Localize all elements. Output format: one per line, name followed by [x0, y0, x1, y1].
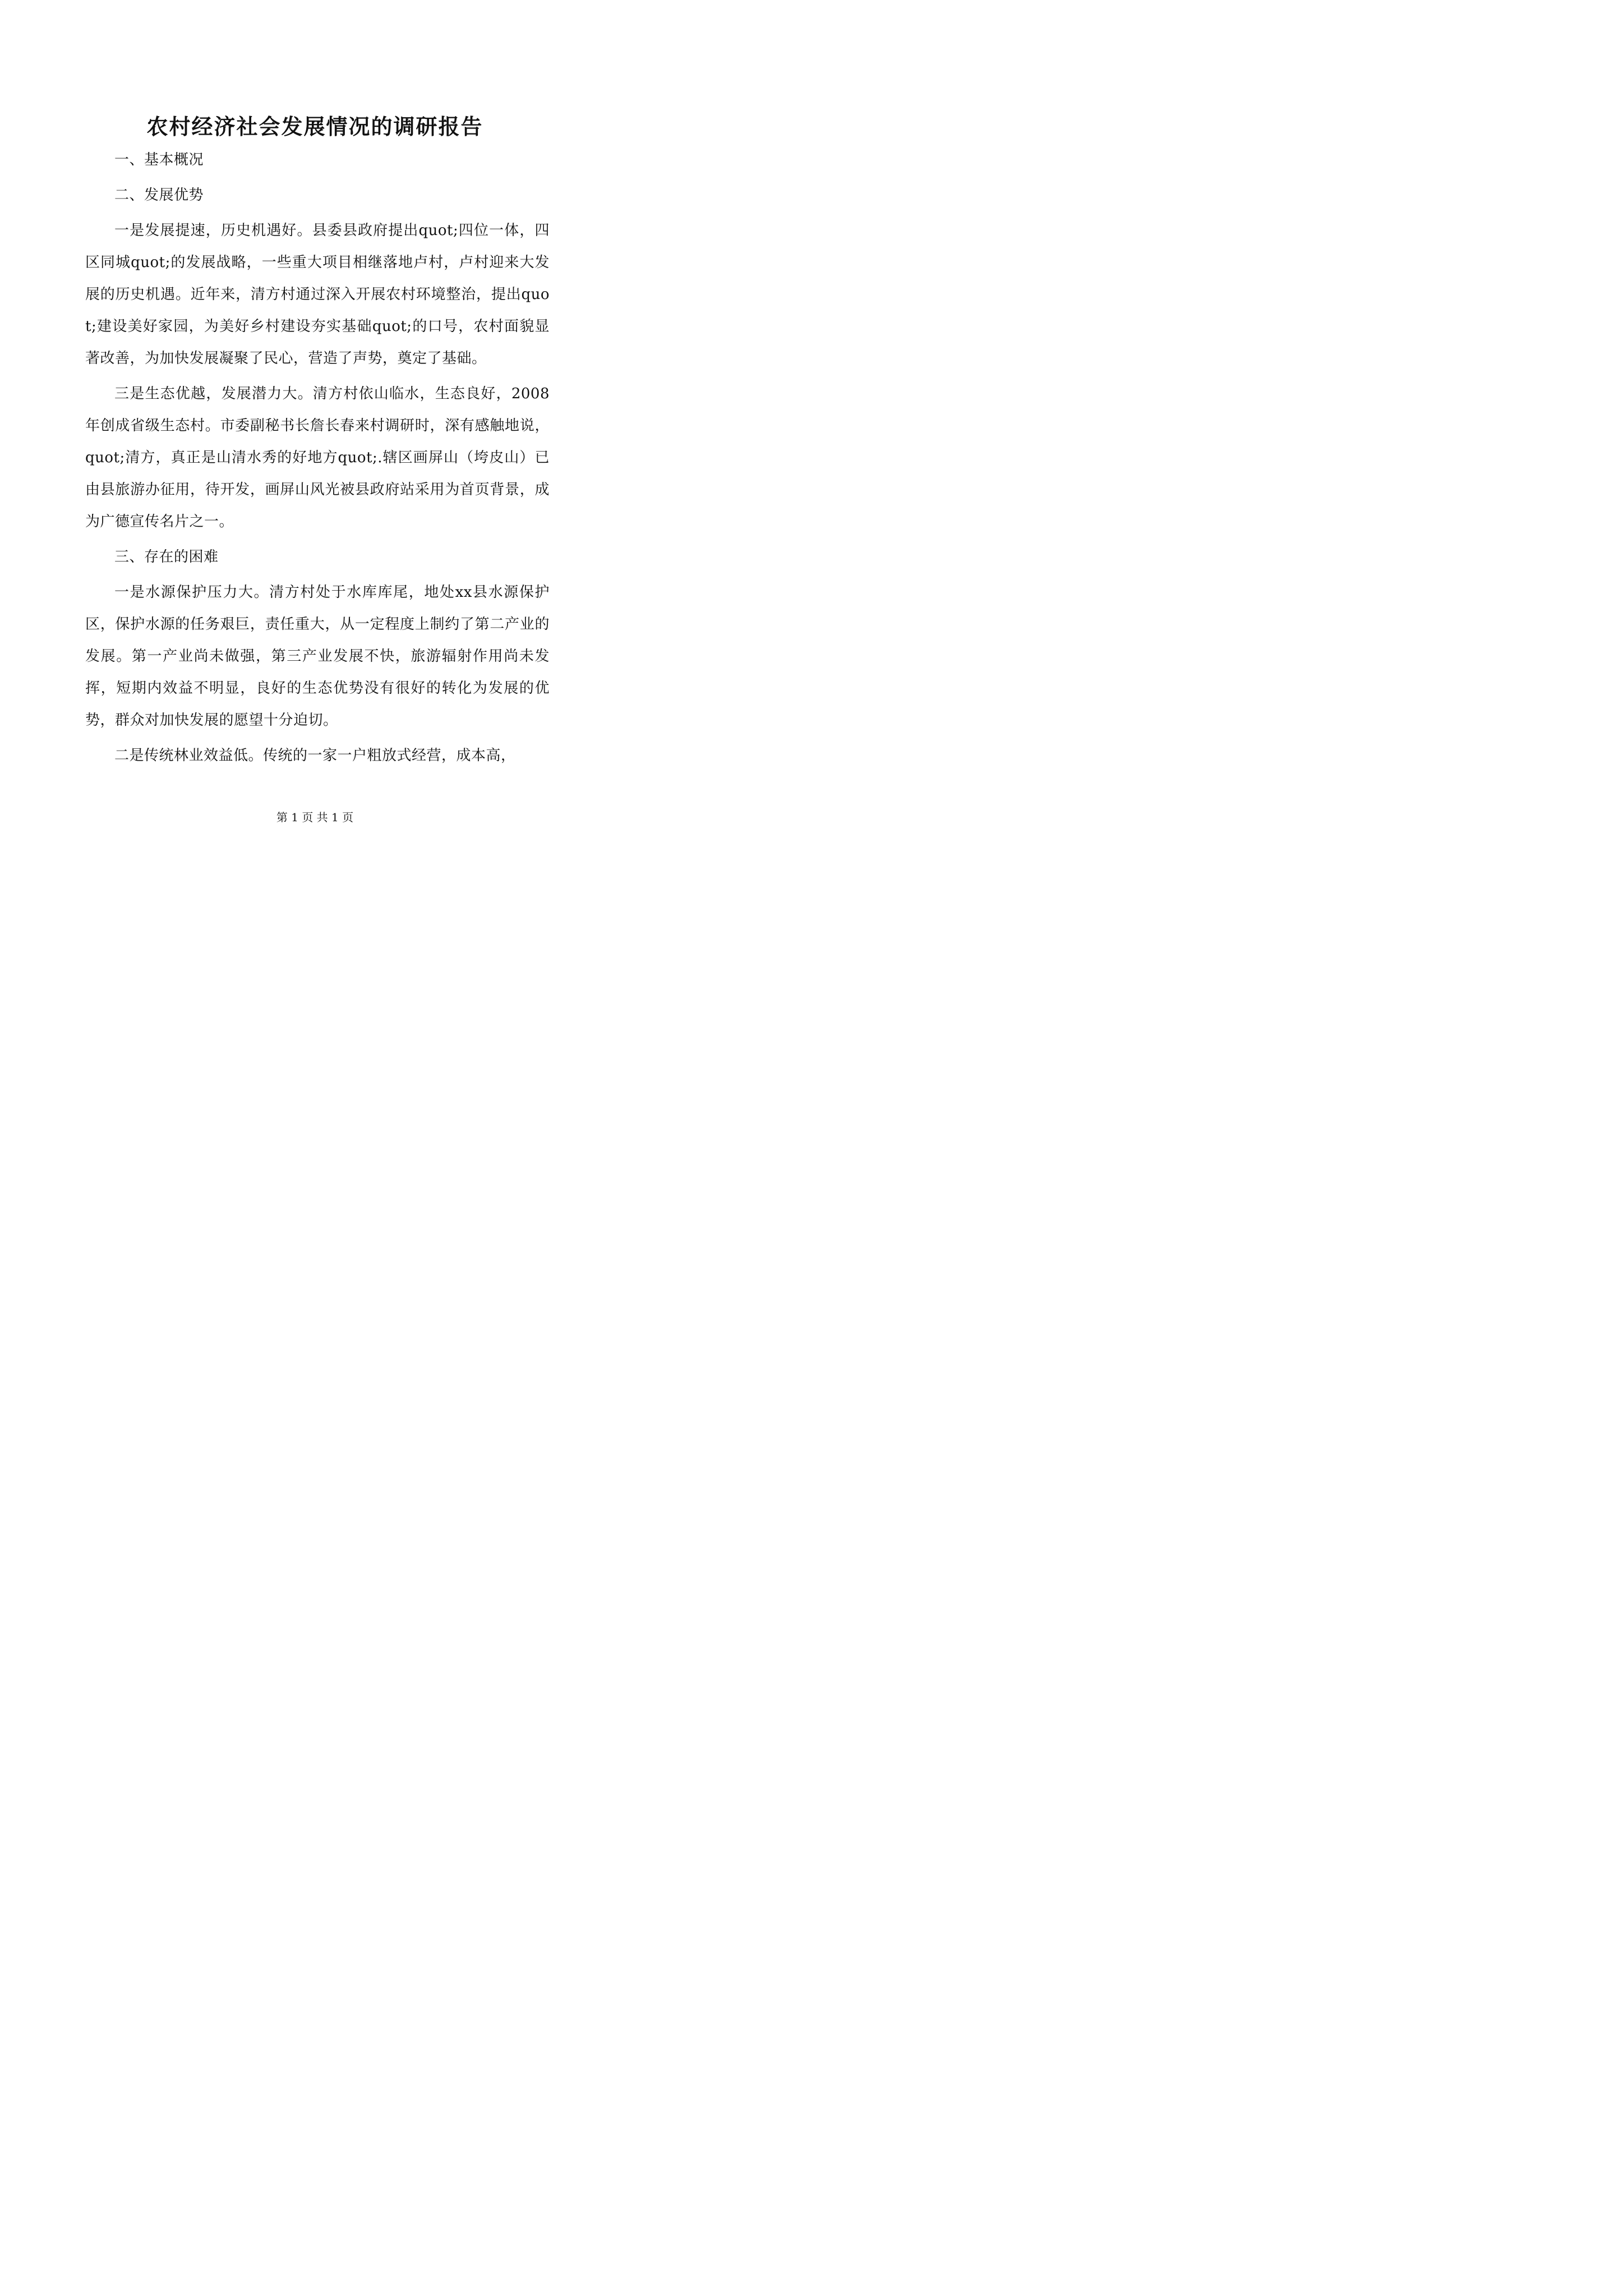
- paragraph-development-opportunity: 一是发展提速，历史机遇好。县委县政府提出quot;四位一体，四区同城quot;的发展战略，一些重大项目相继落地卢村，卢村迎来大发展的历史机遇。近年来，清方村通过深入开展农村环境整治，提出quot;建设美好家园，为美好乡村建设夯实基础quot;的口号，农村面貌显著改善，为加快发展凝聚了民心，营造了声势，奠定了基础。: [85, 222, 550, 367]
- paragraph-water-protection: 一是水源保护压力大。清方村处于水库库尾，地处xx县水源保护区，保护水源的任务艰巨，责任重大，从一定程度上制约了第二产业的发展。第一产业尚未做强，第三产业发展不快，旅游辐射作用尚未发挥，短期内效益不明显，良好的生态优势没有很好的转化为发展的优势，群众对加快发展的愿望十分迫切。: [85, 584, 550, 729]
- document-page: [0, 0, 630, 890]
- paragraph-ecology: 三是生态优越，发展潜力大。清方村依山临水，生态良好，2008年创成省级生态村。市委副秘书长詹长春来村调研时，深有感触地说，quot;清方，真正是山清水秀的好地方quot;.辖区画屏山（垮皮山）已由县旅游办征用，待开发，画屏山风光被县政府站采用为首页背景，成为广德宣传名片之一。: [85, 385, 550, 530]
- document-title: 农村经济社会发展情况的调研报告: [146, 114, 483, 139]
- section-heading-difficulties: 三、存在的困难: [114, 549, 219, 565]
- section-heading-overview: 一、基本概况: [114, 151, 204, 168]
- paragraph-forestry: 二是传统林业效益低。传统的一家一户粗放式经营，成本高，: [114, 747, 516, 764]
- section-heading-advantages: 二、发展优势: [114, 187, 204, 204]
- document-body: [85, 144, 550, 775]
- page-number-footer: 第 1 页 共 1 页: [276, 811, 354, 824]
